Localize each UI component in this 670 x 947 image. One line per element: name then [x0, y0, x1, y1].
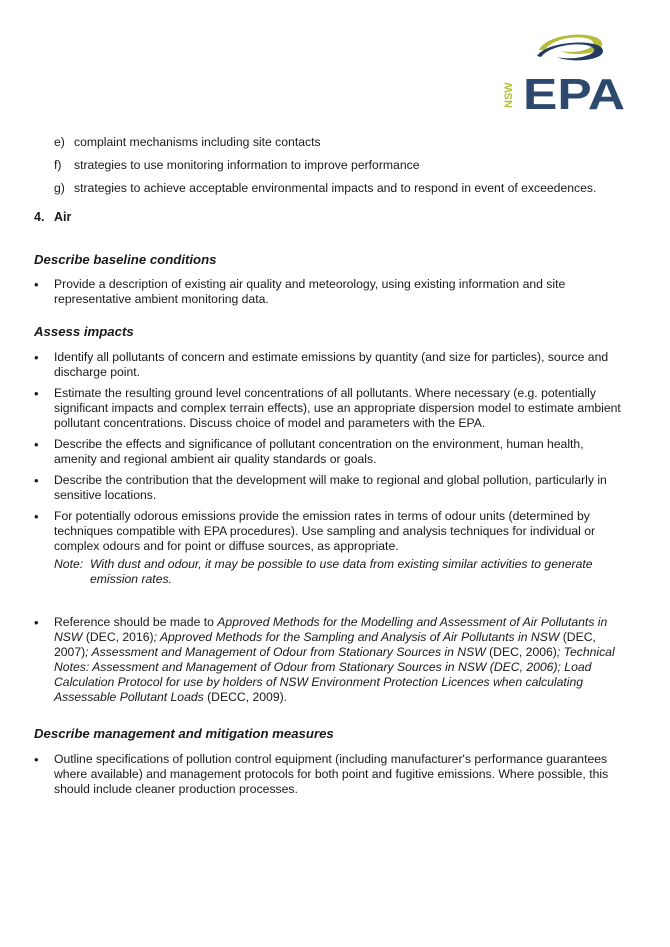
list-item: • Describe the contribution that the development will make to regional and global pollution, particularly in sensitive locations. [34, 473, 607, 502]
impacts-list [34, 350, 626, 705]
nsw-epa-logo [503, 30, 627, 112]
list-item: • Estimate the resulting ground level concentrations of all pollutants. Where necessary (e.g. potentially significant impacts and complex terrain effects), use an appropriate dispersion model to estimate ambient pollutant concentrations. Discuss choice of model and parameters with the EPA. [34, 386, 621, 430]
mitigation-heading: Describe management and mitigation measures [34, 726, 334, 741]
logo-wordmark: EPA [523, 70, 625, 112]
document-body [34, 135, 626, 803]
epa-swoosh-icon [503, 30, 627, 112]
list-item: • Provide a description of existing air quality and meteorology, using existing information and site representative ambient monitoring data. [34, 277, 566, 306]
note: Note: With dust and odour, it may be possible to use data from existing similar activities to generate emission rates. [54, 557, 593, 586]
list-item: g) strategies to achieve acceptable environmental impacts and to respond in event of exceedences. [54, 181, 597, 195]
section-heading-air: 4. Air [34, 210, 72, 224]
mitigation-list [34, 752, 626, 797]
list-item: • Describe the effects and significance of pollutant concentration on the environment, human health, amenity and regional ambient air quality standards or goals. [34, 437, 584, 466]
lettered-list [34, 135, 626, 196]
list-item: • Identify all pollutants of concern and estimate emissions by quantity (and size for particles), source and discharge point. [34, 350, 609, 379]
list-item: e) complaint mechanisms including site contacts [54, 135, 321, 149]
baseline-list [34, 277, 626, 307]
list-item: f) strategies to use monitoring information to improve performance [54, 158, 420, 172]
impacts-heading: Assess impacts [34, 324, 134, 339]
baseline-heading: Describe baseline conditions [34, 252, 217, 267]
list-item: • Outline specifications of pollution control equipment (including manufacturer's performance guarantees where available) and management protocols for both point and fugitive emissions. Where possible, this should include cleaner production processes. [34, 752, 609, 796]
reference-item: • Reference should be made to Approved Methods for the Modelling and Assessment of Air Pollutants in NSW (DEC, 2016); Approved Methods for the Sampling and Analysis of Air Pollutants in NSW (DEC, 2007); Assessment and Management of Odour from Stationary Sources in NSW (DEC, 2006); Technical Notes: Assessment and Management of Odour from Stationary Sources in NSW (DEC, 2006); Load Calculation Protocol for use by holders of NSW Environment Protection Licences when calculating Assessable Pollutant Loads (DECC, 2009). [34, 615, 615, 704]
logo-prefix: NSW [503, 82, 515, 108]
list-item: • For potentially odorous emissions provide the emission rates in terms of odour units (determined by techniques compatible with EPA procedures). Use sampling and analysis techniques for individual or complex odours and for point or diffuse sources, as appropriate. Note: With dust and odour, it may be possible to use data from existing similar activities to generate emission rates. [34, 509, 626, 587]
